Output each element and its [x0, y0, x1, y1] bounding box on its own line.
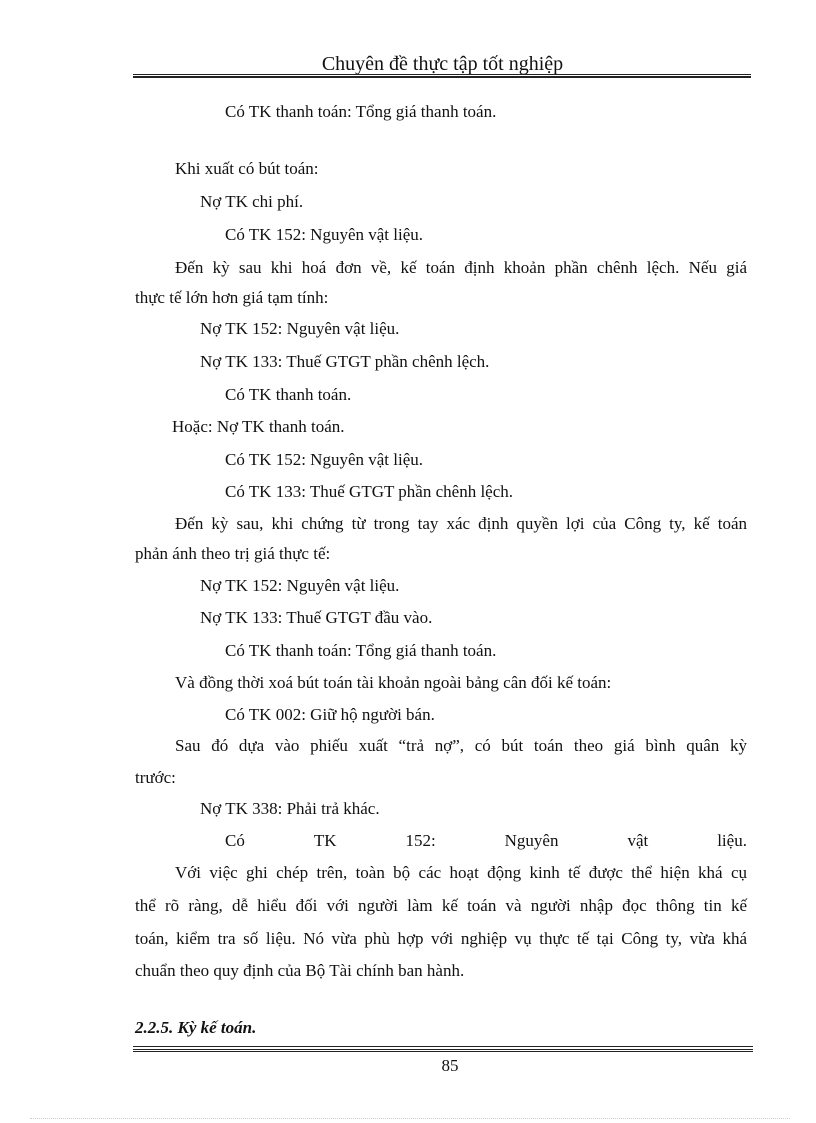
body-line: phản ánh theo trị giá thực tế: [135, 544, 331, 563]
body-line: Có TK thanh toán: Tổng giá thanh toán. [225, 641, 497, 660]
page-edge-divider [30, 1118, 790, 1119]
body-line: Đến kỳ sau, khi chứng từ trong tay xác định quyền lợi của Công ty, kế toán [175, 514, 747, 533]
body-line: toán, kiểm tra số liệu. Nó vừa phù hợp với nghiệp vụ thực tế tại Công ty, vừa khá [135, 929, 747, 948]
body-line: Đến kỳ sau khi hoá đơn về, kế toán định khoản phần chênh lệch. Nếu giá [175, 258, 747, 277]
body-line: Nợ TK 152: Nguyên vật liệu. [200, 576, 400, 595]
header-rule [133, 74, 751, 78]
spread-word: liệu. [717, 831, 747, 850]
footer-rule-secondary [133, 1051, 753, 1052]
page-number: 85 [441, 1056, 459, 1075]
body-line: Nợ TK 133: Thuế GTGT phần chênh lệch. [200, 352, 490, 371]
body-line: Có TK 002: Giữ hộ người bán. [225, 705, 435, 724]
body-line: chuẩn theo quy định của Bộ Tài chính ban hành. [135, 961, 465, 980]
body-line: Có TK 152: Nguyên vật liệu. [225, 225, 423, 244]
spread-word: Có [225, 831, 245, 850]
body-line: Có TK thanh toán. [225, 385, 352, 404]
body-line: Khi xuất có bút toán: [175, 159, 319, 178]
body-line: Nợ TK chi phí. [200, 192, 304, 211]
body-line: Hoặc: Nợ TK thanh toán. [172, 417, 345, 436]
body-line: thể rõ ràng, dễ hiểu đối với người làm kế toán và người nhập đọc thông tin kế [135, 896, 747, 915]
body-line: Và đồng thời xoá bút toán tài khoản ngoài bảng cân đối kế toán: [175, 673, 612, 692]
body-line: Nợ TK 152: Nguyên vật liệu. [200, 319, 400, 338]
body-line: Có TK 152: Nguyên vật liệu. [225, 450, 423, 469]
body-line: Nợ TK 133: Thuế GTGT đầu vào. [200, 608, 433, 627]
body-line: Có TK 133: Thuế GTGT phần chênh lệch. [225, 482, 514, 501]
spread-word: TK [313, 831, 337, 850]
body-line: Với việc ghi chép trên, toàn bộ các hoạt động kinh tế được thể hiện khá cụ [175, 863, 747, 882]
body-line: Có TK thanh toán: Tổng giá thanh toán. [225, 102, 497, 121]
spread-word: 152: [405, 831, 436, 850]
page-header-title: Chuyên đề thực tập tốt nghiệp [321, 53, 564, 75]
body-line: Nợ TK 338: Phải trả khác. [200, 799, 380, 818]
spread-entry-line [225, 830, 747, 852]
section-heading: 2.2.5. Kỳ kế toán. [135, 1018, 257, 1037]
spread-word: Nguyên [504, 831, 559, 850]
spread-word: vật [627, 831, 649, 850]
body-line: thực tế lớn hơn giá tạm tính: [135, 288, 329, 307]
footer-rule [133, 1046, 753, 1050]
body-line: trước: [135, 768, 176, 787]
body-line: Sau đó dựa vào phiếu xuất “trả nợ”, có bút toán theo giá bình quân kỳ [175, 736, 747, 755]
